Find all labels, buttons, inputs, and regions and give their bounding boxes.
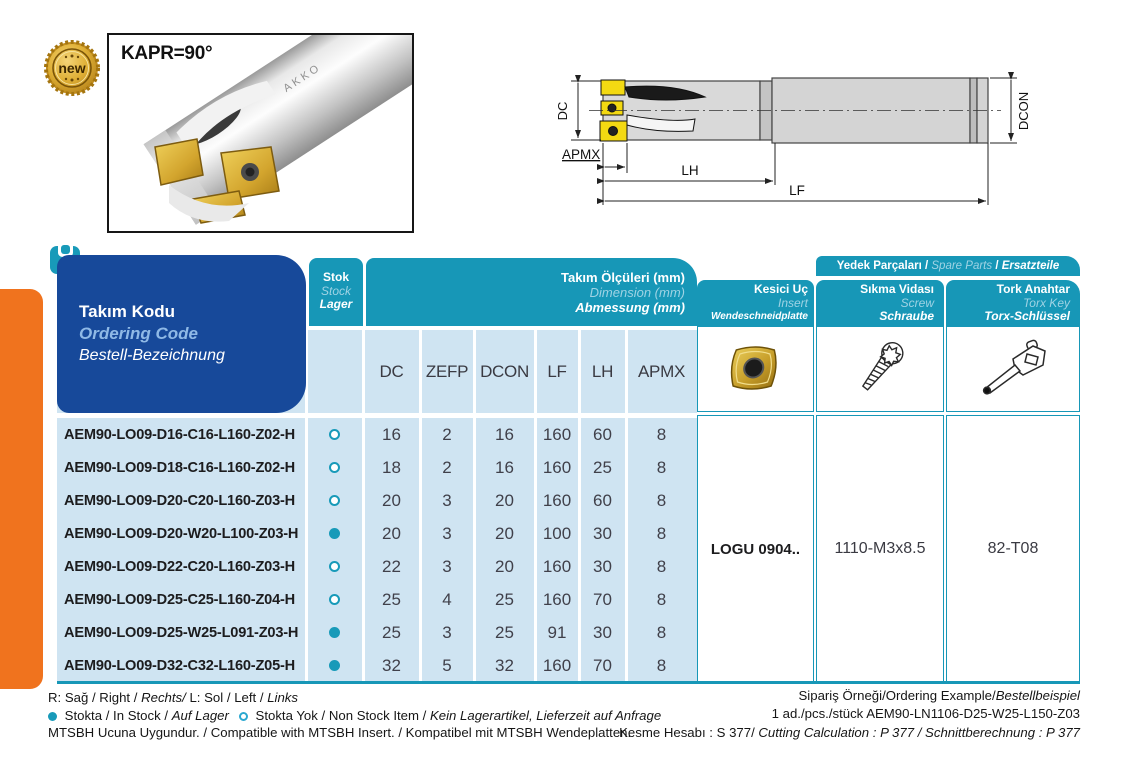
lh-value: 30 xyxy=(593,523,612,543)
stock-dot xyxy=(329,495,340,506)
apmx-value: 8 xyxy=(656,523,667,543)
stock-header-tr: Stok xyxy=(322,270,349,284)
spare-band-tr: Yedek Parçaları xyxy=(836,260,922,272)
zefp-value: 3 xyxy=(442,556,452,576)
code-header-de: Bestell-Bezeichnung xyxy=(79,347,225,364)
lf-value: 160 xyxy=(542,457,572,477)
legend-rl-b: Rechts/ xyxy=(141,690,186,705)
screw-image-cell xyxy=(816,326,944,412)
code-header-en: Ordering Code xyxy=(79,324,199,343)
dc-value: 32 xyxy=(382,655,401,675)
lf-value: 160 xyxy=(542,556,572,576)
insert-header-de: Wendeschneidplatte xyxy=(710,311,808,322)
stock-indicator-cell xyxy=(306,627,363,638)
torx-header-tr: Tork Anahtar xyxy=(996,282,1070,296)
lf-value: 91 xyxy=(547,622,567,642)
stock-indicator-cell xyxy=(306,594,363,605)
stock-dot xyxy=(329,627,340,638)
lf-value: 160 xyxy=(542,490,572,510)
ordering-code: AEM90-LO09-D18-C16-L160-Z02-H xyxy=(64,459,296,476)
lh-value: 70 xyxy=(593,589,612,609)
table-row xyxy=(57,649,697,682)
screw-drawing xyxy=(848,337,912,401)
ordering-code: AEM90-LO09-D20-C20-L160-Z03-H xyxy=(64,492,296,509)
in-stock-dot-icon xyxy=(48,712,57,721)
zefp-value: 2 xyxy=(442,424,452,444)
spare-parts-band xyxy=(816,256,1080,276)
ordering-example-title xyxy=(619,687,1080,705)
apmx-value: 8 xyxy=(656,655,667,675)
insert-header-tr: Kesici Uç xyxy=(753,282,808,296)
dim-header-de: Abmessung (mm) xyxy=(575,300,685,315)
lf-value: 160 xyxy=(542,424,572,444)
torx-key-column-header xyxy=(946,280,1080,326)
col-label-dc: DC xyxy=(379,362,404,381)
ordering-code: AEM90-LO09-D25-W25-L091-Z03-H xyxy=(64,624,299,641)
table-row xyxy=(57,517,697,550)
lh-value: 60 xyxy=(593,490,612,510)
ordering-code-header xyxy=(57,255,306,413)
table-row xyxy=(57,418,697,451)
apmx-dimension xyxy=(603,143,627,205)
code-header-tr: Takım Kodu xyxy=(79,302,176,321)
dimensions-header xyxy=(366,258,697,326)
screw-value: 1110-M3x8.5 xyxy=(816,415,944,683)
stock-column-header xyxy=(309,258,363,326)
apmx-value: 8 xyxy=(656,424,667,444)
torx-header-en: Torx Key xyxy=(1023,295,1070,310)
cutting-calculation xyxy=(619,724,1080,742)
screw-column-header xyxy=(816,280,944,326)
apmx-label: APMX xyxy=(562,147,601,162)
legend-rl-a: R: Sağ / Right / xyxy=(48,690,142,705)
stock-dot xyxy=(329,594,340,605)
insert-photo xyxy=(727,342,785,396)
lf-value: 160 xyxy=(542,655,572,675)
lf-label: LF xyxy=(789,183,805,198)
stock-indicator-cell xyxy=(306,561,363,572)
col-label-lf: LF xyxy=(547,362,567,381)
example-a: Sipariş Örneği/Ordering Example/ xyxy=(798,688,996,703)
ordering-code: AEM90-LO09-D22-C20-L160-Z03-H xyxy=(64,558,296,575)
legend-compatibility: MTSBH Ucuna Uygundur. / Compatible with MTSBH Insert. / Kompatibel mit MTSBH Wendeplatten. xyxy=(48,725,632,741)
insert-column-header xyxy=(697,280,814,326)
dcon-value: 25 xyxy=(495,589,514,609)
table-bottom-border xyxy=(57,681,1080,684)
stock-indicator-cell xyxy=(306,528,363,539)
torx-key-image-cell xyxy=(946,326,1080,412)
insert-value: LOGU 0904.. xyxy=(697,415,814,683)
spare-band-sep2: / xyxy=(992,260,1002,272)
apmx-value: 8 xyxy=(656,589,667,609)
screw-header-de: Schraube xyxy=(879,309,934,323)
stock-indicator-cell xyxy=(306,660,363,671)
lf-value: 160 xyxy=(542,589,572,609)
insert-image-cell xyxy=(697,326,814,412)
apmx-value: 8 xyxy=(656,457,667,477)
table-row xyxy=(57,550,697,583)
dcon-value: 16 xyxy=(495,457,514,477)
legend-stock-c: Stokta Yok / Non Stock Item / xyxy=(251,707,430,723)
stock-header-en: Stock xyxy=(320,283,351,298)
apmx-value: 8 xyxy=(656,490,667,510)
footer-ordering-example xyxy=(619,687,1080,742)
zefp-value: 3 xyxy=(442,622,452,642)
stock-indicator-cell xyxy=(306,429,363,440)
torx-key-drawing xyxy=(975,337,1051,401)
table-row xyxy=(57,451,697,484)
ordering-code: AEM90-LO09-D32-C32-L160-Z05-H xyxy=(64,657,296,674)
table-rows xyxy=(57,418,697,682)
lh-value: 30 xyxy=(593,556,612,576)
example-b: Bestellbeispiel xyxy=(995,688,1080,703)
insert-header-en: Insert xyxy=(777,295,808,310)
legend-rl-c: L: Sol / Left / xyxy=(185,690,268,705)
zefp-value: 4 xyxy=(442,589,452,609)
product-photo-box xyxy=(107,33,414,233)
calc-a: Kesme Hesabı : S 377/ xyxy=(619,724,759,740)
stock-dot xyxy=(329,429,340,440)
tool-brand-text: AKKO xyxy=(281,61,324,95)
technical-drawing xyxy=(545,45,1110,240)
table-row xyxy=(57,583,697,616)
apmx-value: 8 xyxy=(656,556,667,576)
spare-band-sep1: / xyxy=(921,260,932,272)
zefp-value: 3 xyxy=(442,523,452,543)
dim-header-en: Dimension (mm) xyxy=(589,285,685,300)
lf-value: 100 xyxy=(542,523,572,543)
lh-value: 70 xyxy=(593,655,612,675)
zefp-value: 5 xyxy=(442,655,452,675)
dcon-value: 20 xyxy=(495,556,514,576)
dcon-value: 32 xyxy=(495,655,514,675)
legend-stock-b: Auf Lager xyxy=(171,707,229,723)
footer-legend xyxy=(48,689,661,742)
dcon-value: 16 xyxy=(495,424,514,444)
col-label-apmx: APMX xyxy=(638,362,685,381)
stock-dot xyxy=(329,561,340,572)
ordering-code: AEM90-LO09-D25-C25-L160-Z04-H xyxy=(64,591,296,608)
stock-header-de: Lager xyxy=(319,297,353,311)
table-row xyxy=(57,484,697,517)
badge-label: new xyxy=(58,60,86,76)
lh-label: LH xyxy=(681,163,699,178)
dc-value: 20 xyxy=(382,523,401,543)
col-label-lh: LH xyxy=(591,362,614,381)
ordering-example-code: 1 ad./pcs./stück AEM90-LN1106-D25-W25-L150-Z03 xyxy=(771,706,1080,722)
table-row xyxy=(57,616,697,649)
dc-value: 25 xyxy=(382,589,401,609)
dcon-value: 25 xyxy=(495,622,514,642)
dim-header-tr: Takım Ölçüleri (mm) xyxy=(560,270,685,285)
zefp-value: 3 xyxy=(442,490,452,510)
zefp-value: 2 xyxy=(442,457,452,477)
dc-value: 25 xyxy=(382,622,401,642)
kapr-angle-label: KAPR=90° xyxy=(121,43,213,64)
stock-indicator-cell xyxy=(306,462,363,473)
stock-dot xyxy=(329,660,340,671)
torx-key-value: 82-T08 xyxy=(946,415,1080,683)
lh-value: 25 xyxy=(593,457,612,477)
legend-stock-d: Kein Lagerartikel, Lieferzeit auf Anfrage xyxy=(430,707,662,723)
stock-dot xyxy=(329,462,340,473)
apmx-value: 8 xyxy=(656,622,667,642)
spare-band-de: Ersatzteile xyxy=(1001,260,1060,272)
dcon-value: 20 xyxy=(495,523,514,543)
screw-header-en: Screw xyxy=(900,295,934,310)
torx-header-de: Torx-Schlüssel xyxy=(984,309,1070,323)
stock-dot xyxy=(329,528,340,539)
screw-header-tr: Sıkma Vidası xyxy=(860,282,934,296)
dc-value: 22 xyxy=(382,556,401,576)
dcon-dimension xyxy=(990,78,1017,143)
new-badge xyxy=(42,38,102,98)
ordering-code: AEM90-LO09-D16-C16-L160-Z02-H xyxy=(64,426,296,443)
calc-b: Cutting Calculation : P 377 / Schnittberechnung : P 377 xyxy=(758,724,1080,740)
lh-value: 30 xyxy=(593,622,612,642)
dc-value: 18 xyxy=(382,457,401,477)
dc-value: 20 xyxy=(382,490,401,510)
orange-accent-bar xyxy=(0,289,43,689)
legend-right-left xyxy=(48,689,661,707)
non-stock-dot-icon xyxy=(239,712,248,721)
dc-value: 16 xyxy=(382,424,401,444)
stock-indicator-cell xyxy=(306,495,363,506)
col-label-dcon: DCON xyxy=(480,362,529,381)
lh-value: 60 xyxy=(593,424,612,444)
dc-label: DC xyxy=(555,101,570,121)
legend-stock-a: Stokta / In Stock / xyxy=(61,707,172,723)
col-label-zefp: ZEFP xyxy=(425,362,469,381)
spare-band-en: Spare Parts xyxy=(931,260,993,272)
legend-stock xyxy=(48,707,661,725)
ordering-code: AEM90-LO09-D20-W20-L100-Z03-H xyxy=(64,525,299,542)
legend-rl-d: Links xyxy=(267,690,298,705)
dcon-value: 20 xyxy=(495,490,514,510)
dcon-label: DCON xyxy=(1016,91,1031,131)
